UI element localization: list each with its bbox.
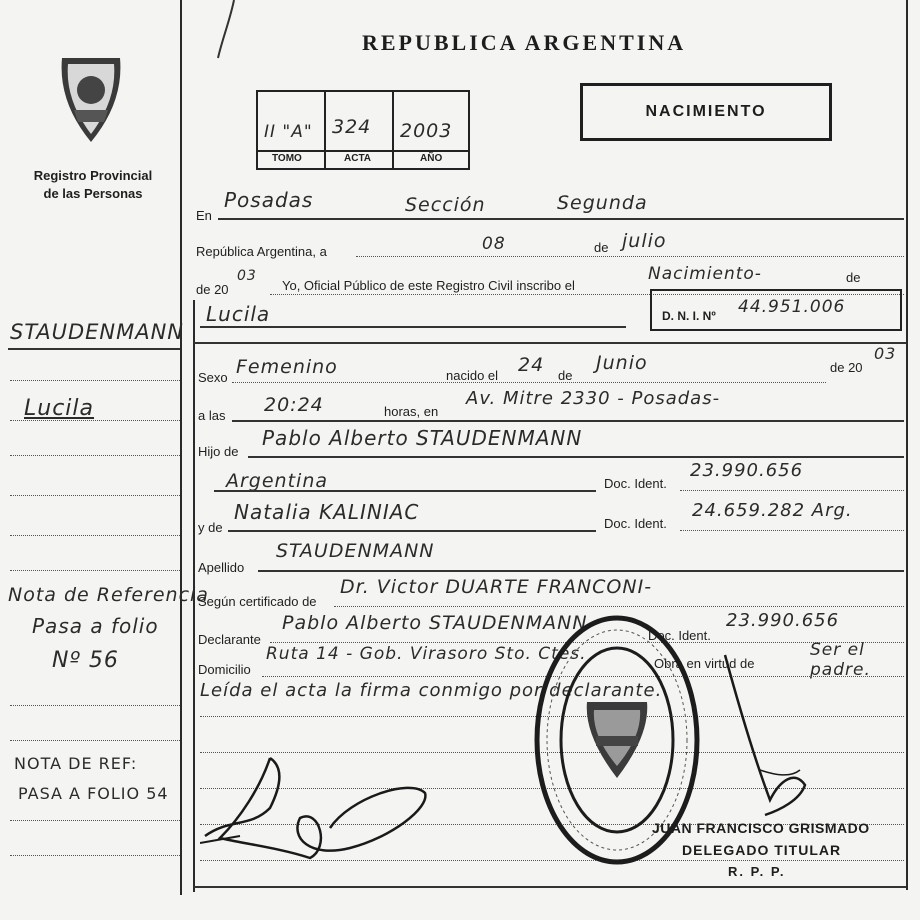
margin-note1-line2: Pasa a folio (32, 614, 159, 638)
margin-given-name: Lucila (24, 396, 95, 421)
closing-text: Leída el acta la firma conmigo por declarante. (200, 680, 663, 701)
margin-note2-line1: NOTA DE REF: (14, 754, 138, 773)
margin-rule (10, 535, 180, 536)
ano-value: 2003 (400, 120, 453, 142)
margin-rule (10, 855, 180, 856)
dni-label: D. N. I. Nº (662, 309, 716, 323)
event-value: Nacimiento- (648, 264, 762, 284)
margin-rule (10, 455, 180, 456)
margin-rule (10, 495, 180, 496)
row-rule (680, 530, 904, 531)
country-title: REPUBLICA ARGENTINA (362, 30, 687, 55)
doc-label-declarante: Doc. Ident. (648, 628, 711, 643)
record-type-label: NACIMIENTO (645, 103, 767, 120)
de-label: de (594, 240, 609, 255)
birth-year-prefix: de 20 (830, 360, 863, 375)
margin-rule (10, 570, 180, 571)
hijo-label: Hijo de (198, 444, 239, 459)
ano-label: AÑO (420, 153, 443, 164)
child-name: Lucila (206, 302, 271, 326)
section-label: Sección (405, 194, 486, 216)
margin-note2-line2: PASA A FOLIO 54 (18, 784, 169, 803)
row-rule (218, 218, 904, 220)
father-nationality: Argentina (226, 470, 329, 492)
acta-label: ACTA (344, 153, 372, 164)
oficial-text: Yo, Oficial Público de este Registro Civil inscribo el (282, 278, 575, 293)
section-value: Segunda (557, 192, 648, 214)
en-label: En (196, 208, 212, 223)
pen-mark (212, 0, 242, 62)
margin-rule (10, 420, 180, 421)
birth-year: 03 (874, 344, 897, 363)
de-label-2: de (558, 368, 573, 383)
signature-left (200, 748, 440, 868)
year-suffix: 03 (237, 268, 257, 284)
official-org: R. P. P. (728, 864, 786, 879)
obra-value: Ser el padre. (810, 640, 871, 680)
apellido-value: STAUDENMANN (276, 540, 435, 562)
tomo-value: II "A" (264, 122, 313, 142)
day-value: 08 (482, 234, 506, 254)
de-trailing: de (846, 270, 861, 285)
year-prefix: de 20 (196, 282, 229, 297)
father-name: Pablo Alberto STAUDENMANN (262, 426, 583, 450)
dni-box (650, 289, 902, 331)
registry-name-line1: Registro Provincial (33, 168, 153, 183)
father-doc: 23.990.656 (690, 460, 804, 481)
record-reference-box (256, 90, 470, 170)
margin-rule (10, 380, 180, 381)
birth-place: Av. Mitre 2330 - Posadas- (466, 388, 721, 409)
official-name: JUAN FRANCISCO GRISMADO (652, 820, 870, 836)
apellido-label: Apellido (198, 560, 245, 575)
doctor-name: Dr. Victor DUARTE FRANCONI- (340, 576, 653, 598)
row-rule (232, 382, 826, 383)
nacido-label: nacido el (446, 368, 499, 383)
provincial-seal-icon (54, 52, 128, 146)
declarante-label: Declarante (198, 632, 261, 647)
right-border (906, 0, 908, 890)
left-column-divider (180, 0, 182, 895)
doc-label-mother: Doc. Ident. (604, 516, 667, 531)
segun-label: Según certificado de (198, 594, 317, 609)
sexo-value: Femenino (236, 356, 338, 378)
tomo-label: TOMO (272, 153, 302, 164)
declarante-doc: 23.990.656 (726, 610, 840, 631)
row-rule (334, 606, 904, 607)
section-divider (194, 342, 906, 344)
registry-name-line2: de las Personas (43, 186, 143, 201)
margin-rule (10, 705, 180, 706)
acta-value: 324 (332, 116, 372, 138)
margin-note1-line1: Nota de Referencia (8, 584, 209, 606)
row-rule (200, 326, 626, 328)
margin-surname: STAUDENMANN (10, 320, 185, 344)
a-las-label: a las (198, 408, 226, 423)
margin-note1-line3: Nº 56 (52, 648, 119, 673)
row-rule (356, 256, 904, 257)
domicilio-label: Domicilio (198, 662, 251, 677)
horas-label: horas, en (384, 404, 439, 419)
margin-rule (10, 820, 180, 821)
signature-right (720, 650, 820, 840)
mother-doc: 24.659.282 Arg. (692, 500, 853, 521)
doc-label-father: Doc. Ident. (604, 476, 667, 491)
month-value: julio (622, 230, 667, 252)
bottom-rule (194, 886, 906, 888)
margin-surname-underline (8, 348, 180, 350)
birth-month: Junio (596, 352, 648, 374)
row-rule (214, 490, 596, 492)
dni-value: 44.951.006 (738, 297, 846, 317)
row-rule (258, 570, 904, 572)
domicilio-value: Ruta 14 - Gob. Virasoro Sto. Ctes. (266, 644, 587, 664)
row-rule (680, 490, 904, 491)
place-value: Posadas (224, 188, 314, 212)
row-rule (248, 456, 904, 458)
declarante-name: Pablo Alberto STAUDENMANN (282, 612, 588, 634)
y-de-label: y de (198, 520, 223, 535)
republica-label: República Argentina, a (196, 244, 327, 259)
birth-day: 24 (518, 354, 545, 376)
official-title: DELEGADO TITULAR (682, 842, 842, 858)
sexo-label: Sexo (198, 370, 228, 385)
row-rule (232, 420, 904, 422)
record-type-box (580, 83, 832, 141)
margin-rule (10, 740, 180, 741)
mother-name: Natalia KALINIAC (234, 500, 420, 524)
obra-label: Obra en virtud de (654, 656, 755, 671)
time-value: 20:24 (264, 394, 324, 416)
row-rule (228, 530, 596, 532)
